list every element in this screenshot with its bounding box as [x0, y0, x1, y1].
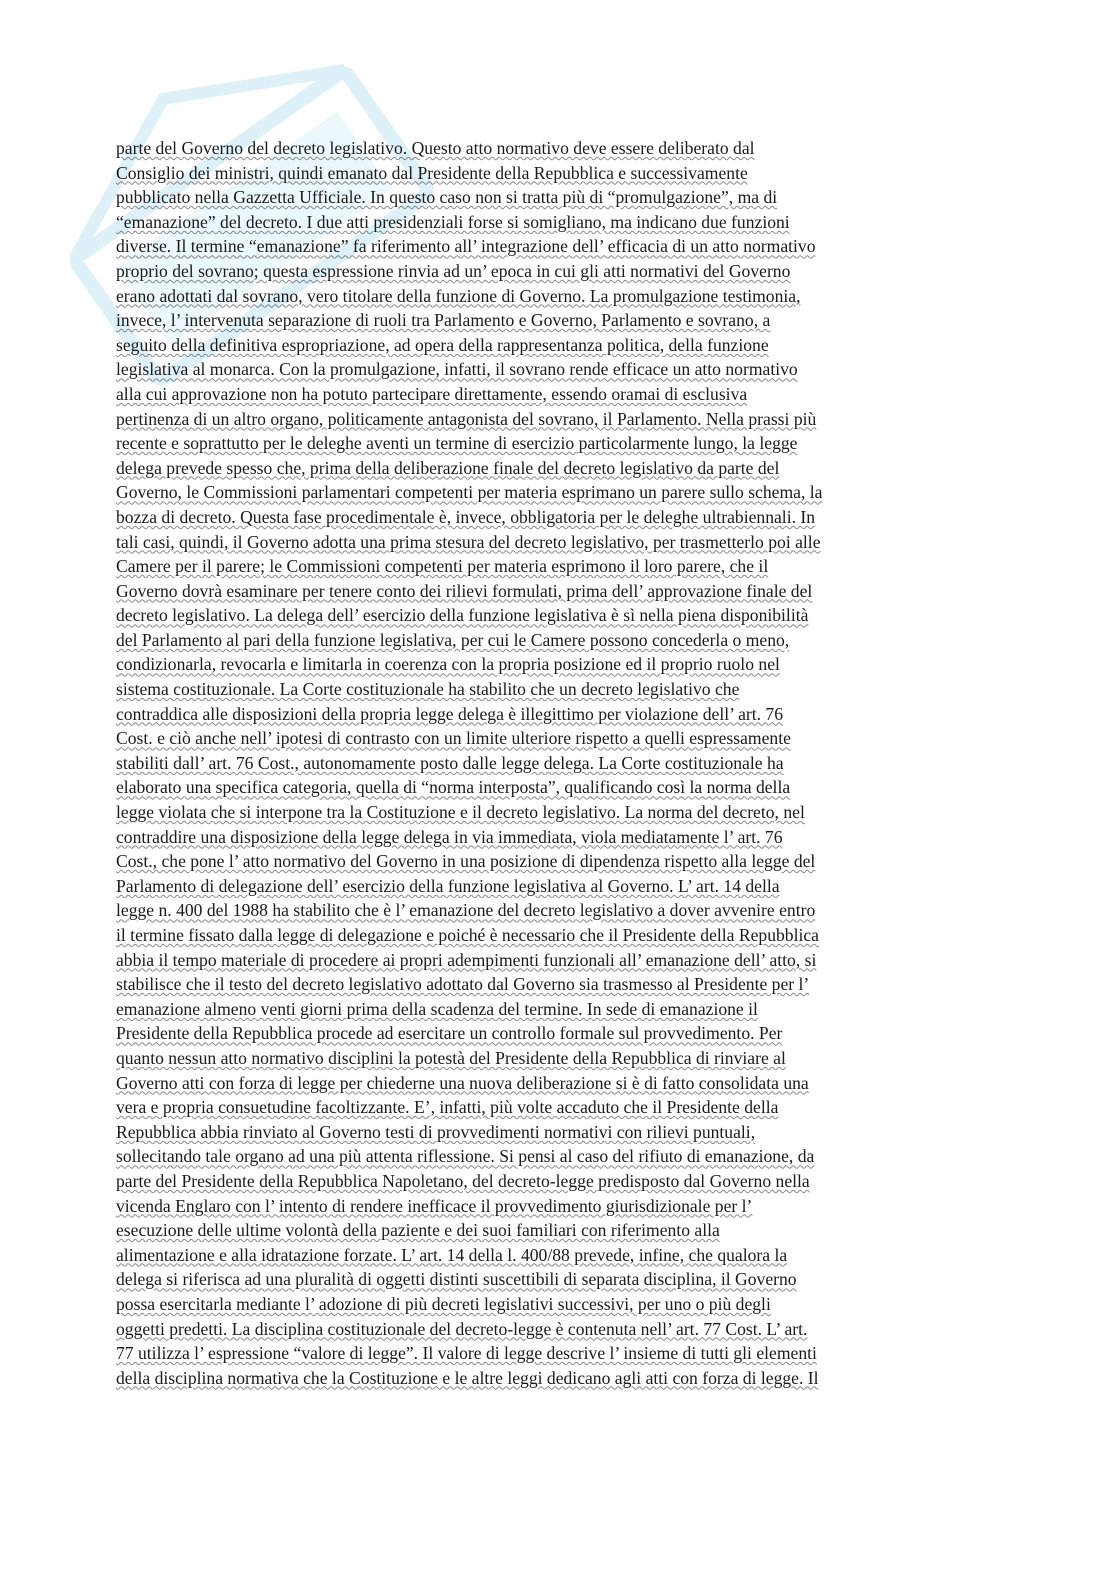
text-line	[116, 136, 976, 161]
text-line	[116, 1046, 976, 1071]
text-line-content: legge violata che si interpone tra la Costituzione e il decreto legislativo. La norma del decreto, nel	[116, 802, 805, 823]
text-line	[116, 1341, 976, 1366]
text-line	[116, 530, 976, 555]
text-line-content: del Parlamento al pari della funzione legislativa, per cui le Camere possono concederla o meno,	[116, 629, 790, 650]
text-line	[116, 775, 976, 800]
text-line-content: quanto nessun atto normativo disciplini la potestà del Presidente della Repubblica di rinviare al	[116, 1047, 786, 1068]
text-line	[116, 898, 976, 923]
text-line	[116, 1267, 976, 1292]
text-line	[116, 1292, 976, 1317]
text-line-content: recente e soprattutto per le deleghe aventi un termine di esercizio particolarmente lungo, la legge	[116, 433, 798, 454]
text-line-content: alimentazione e alla idratazione forzate. L’ art. 14 della l. 400/88 prevede, infine, che qualora la	[116, 1244, 788, 1265]
text-line	[116, 1194, 976, 1219]
text-line-content: decreto legislativo. La delega dell’ esercizio della funzione legislativa è sì nella piena disponibilità	[116, 605, 809, 626]
text-line	[116, 210, 976, 235]
text-line	[116, 554, 976, 579]
text-line	[116, 923, 976, 948]
text-line	[116, 874, 976, 899]
text-line-content: legge n. 400 del 1988 ha stabilito che è l’ emanazione del decreto legislativo a dover avvenire entro	[116, 900, 816, 921]
text-line-content: invece, l’ intervenuta separazione di ruoli tra Parlamento e Governo, Parlamento e sovrano, a	[116, 310, 771, 331]
text-line-content: parte del Governo del decreto legislativo. Questo atto normativo deve essere deliberato dal	[116, 138, 755, 158]
text-line-content: seguito della definitiva espropriazione, ad opera della rappresentanza politica, della funzione	[116, 334, 769, 355]
text-line-content: Presidente della Repubblica procede ad esercitare un controllo formale sul provvedimento. Per	[116, 1023, 783, 1044]
text-line	[116, 677, 976, 702]
text-line-content: Repubblica abbia rinviato al Governo testi di provvedimenti normativi con rilievi puntuali,	[116, 1121, 756, 1142]
text-line-content: sollecitando tale organo ad una più attenta riflessione. Si pensi al caso del rifiuto di emanazione, da	[116, 1146, 815, 1167]
text-line-content: 77 utilizza l’ espressione “valore di legge”. Il valore di legge descrive l’ insieme di tutti gli elementi	[116, 1343, 817, 1364]
text-line	[116, 505, 976, 530]
text-line	[116, 751, 976, 776]
text-line	[116, 1021, 976, 1046]
text-line	[116, 628, 976, 653]
text-line	[116, 284, 976, 309]
text-line	[116, 603, 976, 628]
text-line-content: diverse. Il termine “emanazione” fa riferimento all’ integrazione dell’ efficacia di un atto normativo	[116, 236, 816, 257]
text-line-content: tali casi, quindi, il Governo adotta una prima stesura del decreto legislativo, per trasmetterlo poi alle	[116, 531, 821, 552]
text-line-content: emanazione almeno venti giorni prima della scadenza del termine. In sede di emanazione il	[116, 998, 758, 1019]
text-line-content: elaborato una specifica categoria, quella di “norma interposta”, qualificando così la norma della	[116, 777, 791, 798]
text-line	[116, 1144, 976, 1169]
text-line-content: contraddica alle disposizioni della propria legge delega è illegittimo per violazione dell’ art. 76	[116, 703, 784, 724]
text-line	[116, 849, 976, 874]
text-line-content: oggetti predetti. La disciplina costituzionale del decreto-legge è contenuta nell’ art. 77 Cost. L’ art.	[116, 1318, 808, 1339]
text-line	[116, 259, 976, 284]
text-line	[116, 800, 976, 825]
text-line	[116, 333, 976, 358]
text-line-content: alla cui approvazione non ha potuto partecipare direttamente, essendo oramai di esclusiva	[116, 383, 748, 404]
text-line-content: esecuzione delle ultime volontà della paziente e dei suoi familiari con riferimento alla	[116, 1220, 720, 1241]
text-line-content: stabiliti dall’ art. 76 Cost., autonomamente posto dalle legge delega. La Corte costituzionale ha	[116, 752, 784, 773]
text-line-content: condizionarla, revocarla e limitarla in coerenza con la propria posizione ed il proprio ruolo nel	[116, 654, 780, 675]
text-line	[116, 948, 976, 973]
text-line	[116, 431, 976, 456]
text-line	[116, 185, 976, 210]
text-line	[116, 161, 976, 186]
text-line	[116, 702, 976, 727]
text-line-content: Cost. e ciò anche nell’ ipotesi di contrasto con un limite ulteriore rispetto a quelli espressamente	[116, 728, 791, 749]
text-line-content: sistema costituzionale. La Corte costituzionale ha stabilito che un decreto legislativo che	[116, 679, 740, 700]
text-line	[116, 308, 976, 333]
text-line-content: Parlamento di delegazione dell’ esercizio della funzione legislativa al Governo. L’ art. 14 della	[116, 875, 780, 896]
text-line-content: della disciplina normativa che la Costituzione e le altre leggi dedicano agli atti con forza di legge. Il	[116, 1367, 819, 1388]
text-line-content: proprio del sovrano; questa espressione rinvia ad un’ epoca in cui gli atti normativi del Governo	[116, 260, 791, 281]
text-line-content: erano adottati dal sovrano, vero titolare della funzione di Governo. La promulgazione testimonia,	[116, 285, 801, 306]
text-line	[116, 1095, 976, 1120]
text-line-content: vera e propria consuetudine facoltizzante. E’, infatti, più volte accaduto che il Presidente della	[116, 1097, 779, 1118]
text-line	[116, 825, 976, 850]
text-line-content: pertinenza di un altro organo, politicamente antagonista del sovrano, il Parlamento. Nella prassi più	[116, 408, 817, 429]
text-line	[116, 357, 976, 382]
text-line-content: stabilisce che il testo del decreto legislativo adottato dal Governo sia trasmesso al Presidente per l’	[116, 974, 810, 995]
text-line	[116, 652, 976, 677]
text-line	[116, 407, 976, 432]
text-line	[116, 480, 976, 505]
text-line-content: Governo dovrà esaminare per tenere conto dei rilievi formulati, prima dell’ approvazione finale del	[116, 580, 813, 601]
text-line	[116, 1218, 976, 1243]
text-line-content: Governo atti con forza di legge per chiederne una nuova deliberazione si è di fatto consolidata una	[116, 1072, 809, 1093]
document-body	[116, 136, 976, 1390]
text-line-content: parte del Presidente della Repubblica Napoletano, del decreto-legge predisposto dal Governo nella	[116, 1170, 810, 1191]
text-line	[116, 997, 976, 1022]
text-line-content: bozza di decreto. Questa fase procedimentale è, invece, obbligatoria per le deleghe ultrabiennali. In	[116, 506, 816, 527]
text-line	[116, 456, 976, 481]
text-line-content: Consiglio dei ministri, quindi emanato dal Presidente della Repubblica e successivamente	[116, 162, 748, 183]
text-line-content: Governo, le Commissioni parlamentari competenti per materia esprimano un parere sullo schema, la	[116, 482, 823, 503]
text-line	[116, 1317, 976, 1342]
text-line	[116, 1243, 976, 1268]
text-line-content: legislativa al monarca. Con la promulgazione, infatti, il sovrano rende efficace un atto normativo	[116, 359, 798, 380]
text-line-content: vicenda Englaro con l’ intento di rendere inefficace il provvedimento giurisdizionale per l’	[116, 1195, 753, 1216]
text-line-content: contraddire una disposizione della legge delega in via immediata, viola mediatamente l’ art. 76	[116, 826, 783, 847]
text-line-content: Camere per il parere; le Commissioni competenti per materia esprimono il loro parere, che il	[116, 556, 769, 577]
text-line	[116, 1366, 976, 1391]
text-line-content: “emanazione” del decreto. I due atti presidenziali forse si somigliano, ma indicano due funzioni	[116, 211, 790, 232]
text-line-content: il termine fissato dalla legge di delegazione e poiché è necessario che il Presidente della Repubblica	[116, 925, 819, 945]
text-line	[116, 579, 976, 604]
text-line	[116, 1071, 976, 1096]
text-line-content: delega prevede spesso che, prima della deliberazione finale del decreto legislativo da parte del	[116, 457, 780, 478]
text-line	[116, 1120, 976, 1145]
text-line	[116, 234, 976, 259]
text-line-content: delega si riferisca ad una pluralità di oggetti distinti suscettibili di separata disciplina, il Governo	[116, 1269, 797, 1290]
text-line	[116, 726, 976, 751]
text-line	[116, 972, 976, 997]
text-line-content: pubblicato nella Gazzetta Ufficiale. In questo caso non si tratta più di “promulgazione”, ma di	[116, 187, 778, 208]
text-line-content: Cost., che pone l’ atto normativo del Governo in una posizione di dipendenza rispetto alla legge del	[116, 851, 816, 872]
text-line-content: abbia il tempo materiale di procedere ai propri adempimenti funzionali all’ emanazione dell’ atto, si	[116, 949, 817, 970]
text-line-content: possa esercitarla mediante l’ adozione di più decreti legislativi successivi, per uno o più degli	[116, 1293, 771, 1314]
text-line	[116, 382, 976, 407]
text-line	[116, 1169, 976, 1194]
